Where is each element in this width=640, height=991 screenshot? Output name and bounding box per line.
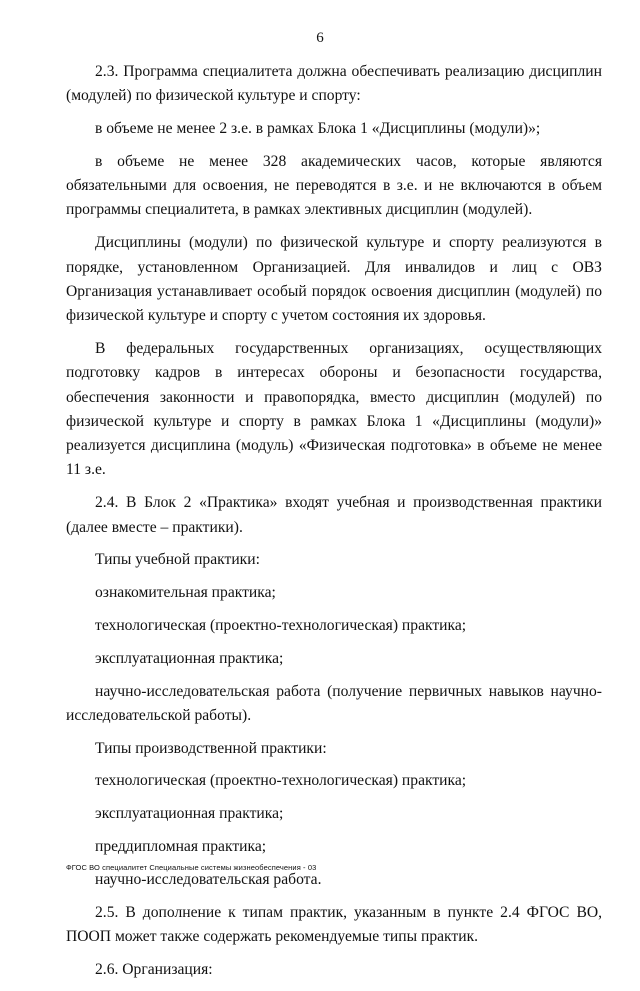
- page-number: 6: [316, 30, 324, 46]
- paragraph-federal-organizations: В федеральных государственных организациях, осуществляющих подготовку кадров в интересах обороны и безопасности государства, обеспечения законности и правопорядка, вместо дисциплин (модулей) по физической культуре и спорту в рамках Блока 1 «Дисциплины (модули)» реализуется дисциплина (модуль) «Физическая подготовка» в объеме не менее 11 з.е.: [66, 339, 602, 479]
- document-body: [66, 60, 602, 991]
- paragraph-volume-ze: в объеме не менее 2 з.е. в рамках Блока 1 «Дисциплины (модули)»;: [95, 120, 541, 138]
- list-item: технологическая (проектно-технологическая) практика;: [95, 772, 467, 790]
- paragraph-2-6: 2.6. Организация:: [95, 960, 213, 978]
- list-item: эксплуатационная практика;: [95, 805, 284, 823]
- list-item: эксплуатационная практика;: [95, 649, 284, 667]
- list-item: ознакомительная практика;: [95, 584, 276, 602]
- document-footer: ФГОС ВО специалитет Специальные системы жизнеобеспечения - 03: [66, 863, 317, 872]
- paragraph-2-3: 2.3. Программа специалитета должна обеспечивать реализацию дисциплин (модулей) по физической культуре и спорту:: [66, 63, 602, 105]
- paragraph-volume-hours: в объеме не менее 328 академических часов, которые являются обязательными для освоения, не переводятся в з.е. и не включаются в объем программы специалитета, в рамках элективных дисциплин (модулей).: [66, 152, 602, 219]
- paragraph-2-5: 2.5. В дополнение к типам практик, указанным в пункте 2.4 ФГОС ВО, ПООП может также содержать рекомендуемые типы практик.: [66, 903, 602, 945]
- list-item: научно-исследовательская работа (получение первичных навыков научно-исследовательской работы).: [66, 682, 602, 724]
- list-item: научно-исследовательская работа.: [95, 870, 322, 888]
- paragraph-2-4: 2.4. В Блок 2 «Практика» входят учебная и производственная практики (далее вместе – практики).: [66, 494, 602, 536]
- list-item: технологическая (проектно-технологическая) практика;: [95, 616, 467, 634]
- list-item: преддипломная практика;: [95, 838, 267, 856]
- paragraph-disciplines-order: Дисциплины (модули) по физической культуре и спорту реализуются в порядке, установленном Организацией. Для инвалидов и лиц с ОВЗ Организация устанавливает особый порядок освоения дисциплин (модулей) по физической культуре и спорту с учетом состояния их здоровья.: [66, 234, 602, 325]
- list-heading-educational-practice: Типы учебной практики:: [95, 551, 260, 569]
- list-heading-production-practice: Типы производственной практики:: [95, 739, 327, 757]
